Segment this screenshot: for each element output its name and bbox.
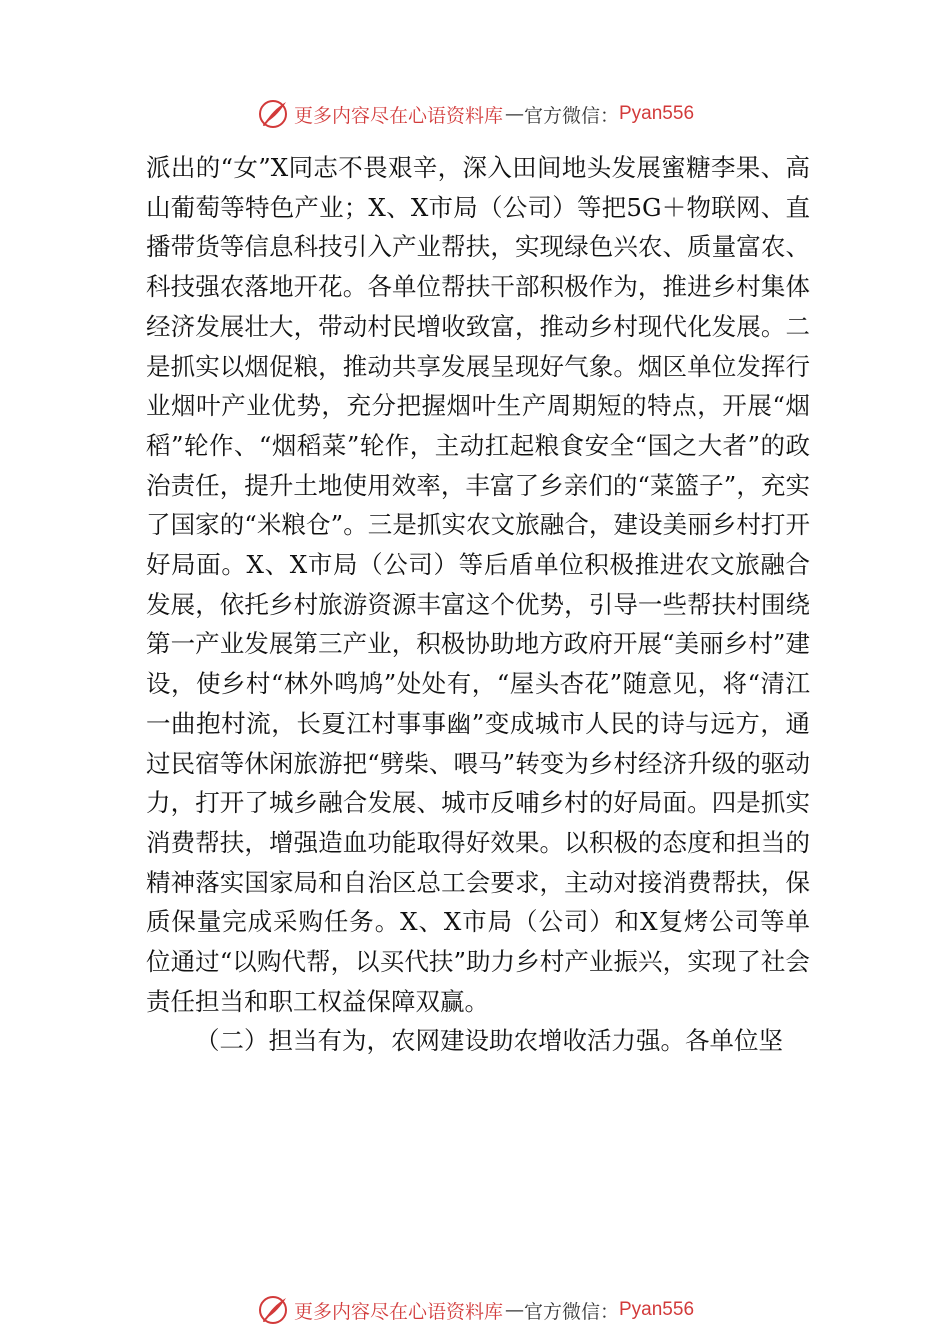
watermark-brand: 官方微信：: [523, 1300, 619, 1323]
header-watermark: [0, 94, 950, 134]
footer-watermark: [0, 1290, 950, 1330]
watermark-wechat-id: Pyan556: [619, 1299, 695, 1320]
watermark-text: 更多内容尽在心语资料库: [293, 1300, 503, 1323]
feather-circle-logo-icon: [256, 97, 290, 131]
body-paragraph-2: （二）担当有为，农网建设助农增收活力强。各单位坚: [195, 1026, 783, 1056]
feather-circle-logo-icon: [256, 1293, 290, 1327]
watermark-separator: —: [504, 1299, 524, 1321]
watermark-text: 更多内容尽在心语资料库: [293, 104, 503, 127]
watermark-separator: —: [504, 103, 524, 125]
body-paragraph-1: 派出的“女”X同志不畏艰辛，深入田间地头发展蜜糖李果、高山葡萄等特色产业；X、X市局（公司）等把5G＋物联网、直播带货等信息科技引入产业帮扶，实现绿色兴农、质量富农、科技强农落地开花。各单位帮扶干部积极作为，推进乡村集体经济发展壮大，带动村民增收致富，推动乡村现代化发展。二是抓实以烟促粮，推动共享发展呈现好气象。烟区单位发挥行业烟叶产业优势，充分把握烟叶生产周期短的特点，开展“烟稻”轮作、“烟稻菜”轮作，主动扛起粮食安全“国之大者”的政治责任，提升土地使用效率，丰富了乡亲们的“菜篮子”，充实了国家的“米粮仓”。三是抓实农文旅融合，建设美丽乡村打开好局面。X、X市局（公司）等后盾单位积极推进农文旅融合发展，依托乡村旅游资源丰富这个优势，引导一些帮扶村围绕第一产业发展第三产业，积极协助地方政府开展“美丽乡村”建设，使乡村“林外鸣鸠”处处有，“屋头杏花”随意见，将“清江一曲抱村流，长夏江村事事幽”变成城市人民的诗与远方，通过民宿等休闲旅游把“劈柴、喂马”转变为乡村经济升级的驱动力，打开了城乡融合发展、城市反哺乡村的好局面。四是抓实消费帮扶，增强造血功能取得好效果。以积极的态度和担当的精神落实国家局和自治区总工会要求，主动对接消费帮扶，保质保量完成采购任务。X、X市局（公司）和X复烤公司等单位通过“以购代帮，以买代扶”助力乡村产业振兴，实现了社会责任担当和职工权益保障双赢。: [146, 153, 810, 1016]
watermark-brand: 官方微信：: [523, 104, 619, 127]
watermark-wechat-id: Pyan556: [619, 103, 695, 124]
document-body: [146, 148, 810, 1061]
